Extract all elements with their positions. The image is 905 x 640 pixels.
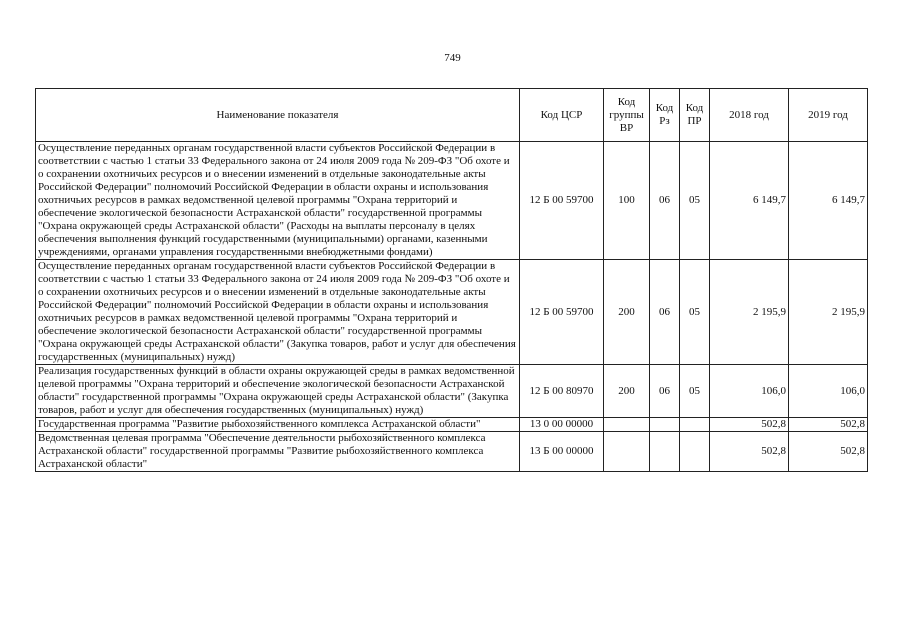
header-csr: Код ЦСР xyxy=(520,89,604,142)
row-csr: 13 0 00 00000 xyxy=(520,418,604,432)
row-vr xyxy=(604,432,650,472)
header-name: Наименование показателя xyxy=(36,89,520,142)
row-2019: 502,8 xyxy=(789,432,868,472)
row-csr: 12 Б 00 59700 xyxy=(520,260,604,365)
row-name: Реализация государственных функций в области охраны окружающей среды в рамках ведомственной целевой программы "Охрана территорий и обеспечение экологической безопасности Астраханской области" государственной программы "Охрана окружающей среды Астраханской области" (Закупка товаров, работ и услуг для обеспечения государственных (муниципальных) нужд) xyxy=(36,365,520,418)
header-vr: Код группы ВР xyxy=(604,89,650,142)
header-rz: Код Рз xyxy=(650,89,680,142)
table-row xyxy=(36,142,868,260)
header-2019: 2019 год xyxy=(789,89,868,142)
header-2018: 2018 год xyxy=(710,89,789,142)
row-2019: 106,0 xyxy=(789,365,868,418)
row-name: Государственная программа "Развитие рыбохозяйственного комплекса Астраханской области" xyxy=(36,418,520,432)
row-2019: 6 149,7 xyxy=(789,142,868,260)
row-csr: 13 Б 00 00000 xyxy=(520,432,604,472)
row-2018: 502,8 xyxy=(710,418,789,432)
row-rz xyxy=(650,432,680,472)
table-row xyxy=(36,432,868,472)
row-pr: 05 xyxy=(680,260,710,365)
row-name: Осуществление переданных органам государственной власти субъектов Российской Федерации в соответствии с частью 1 статьи 33 Федерального закона от 24 июля 2009 года № 209-ФЗ "Об охоте и о сохранении охотничьих ресурсов и о внесении изменений в отдельные законодательные акты Российской Федерации" полномочий Российской Федерации в области охраны и использования охотничьих ресурсов в рамках ведомственной целевой программы "Охрана территорий и обеспечение экологической безопасности Астраханской области" государственной программы "Охрана окружающей среды Астраханской области" (Расходы на выплаты персоналу в целях обеспечения выполнения функций государственными (муниципальными) органами, казенными учреждениями, органами управления государственными внебюджетными фондами) xyxy=(36,142,520,260)
row-2018: 2 195,9 xyxy=(710,260,789,365)
row-name: Ведомственная целевая программа "Обеспечение деятельности рыбохозяйственного комплекса Астраханской области" государственной программы "Развитие рыбохозяйственного комплекса Астраханской области" xyxy=(36,432,520,472)
row-pr xyxy=(680,418,710,432)
page-number: 749 xyxy=(444,52,461,64)
row-rz: 06 xyxy=(650,365,680,418)
row-2018: 6 149,7 xyxy=(710,142,789,260)
budget-table xyxy=(35,88,868,472)
row-2018: 502,8 xyxy=(710,432,789,472)
row-name: Осуществление переданных органам государственной власти субъектов Российской Федерации в соответствии с частью 1 статьи 33 Федерального закона от 24 июля 2009 года № 209-ФЗ "Об охоте и о сохранении охотничьих ресурсов и о внесении изменений в отдельные законодательные акты Российской Федерации" полномочий Российской Федерации в области охраны и использования охотничьих ресурсов в рамках ведомственной целевой программы "Охрана территорий и обеспечение экологической безопасности Астраханской области" государственной программы "Охрана окружающей среды Астраханской области" (Закупка товаров, работ и услуг для обеспечения государственных (муниципальных) нужд) xyxy=(36,260,520,365)
row-pr: 05 xyxy=(680,142,710,260)
row-vr: 200 xyxy=(604,260,650,365)
table-row xyxy=(36,365,868,418)
table-row xyxy=(36,260,868,365)
row-pr xyxy=(680,432,710,472)
row-2019: 502,8 xyxy=(789,418,868,432)
header-row xyxy=(36,89,868,142)
row-rz: 06 xyxy=(650,260,680,365)
row-csr: 12 Б 00 80970 xyxy=(520,365,604,418)
row-csr: 12 Б 00 59700 xyxy=(520,142,604,260)
row-vr: 100 xyxy=(604,142,650,260)
row-rz xyxy=(650,418,680,432)
row-2019: 2 195,9 xyxy=(789,260,868,365)
row-2018: 106,0 xyxy=(710,365,789,418)
row-vr: 200 xyxy=(604,365,650,418)
header-pr: Код ПР xyxy=(680,89,710,142)
table-row xyxy=(36,418,868,432)
row-rz: 06 xyxy=(650,142,680,260)
row-pr: 05 xyxy=(680,365,710,418)
row-vr xyxy=(604,418,650,432)
